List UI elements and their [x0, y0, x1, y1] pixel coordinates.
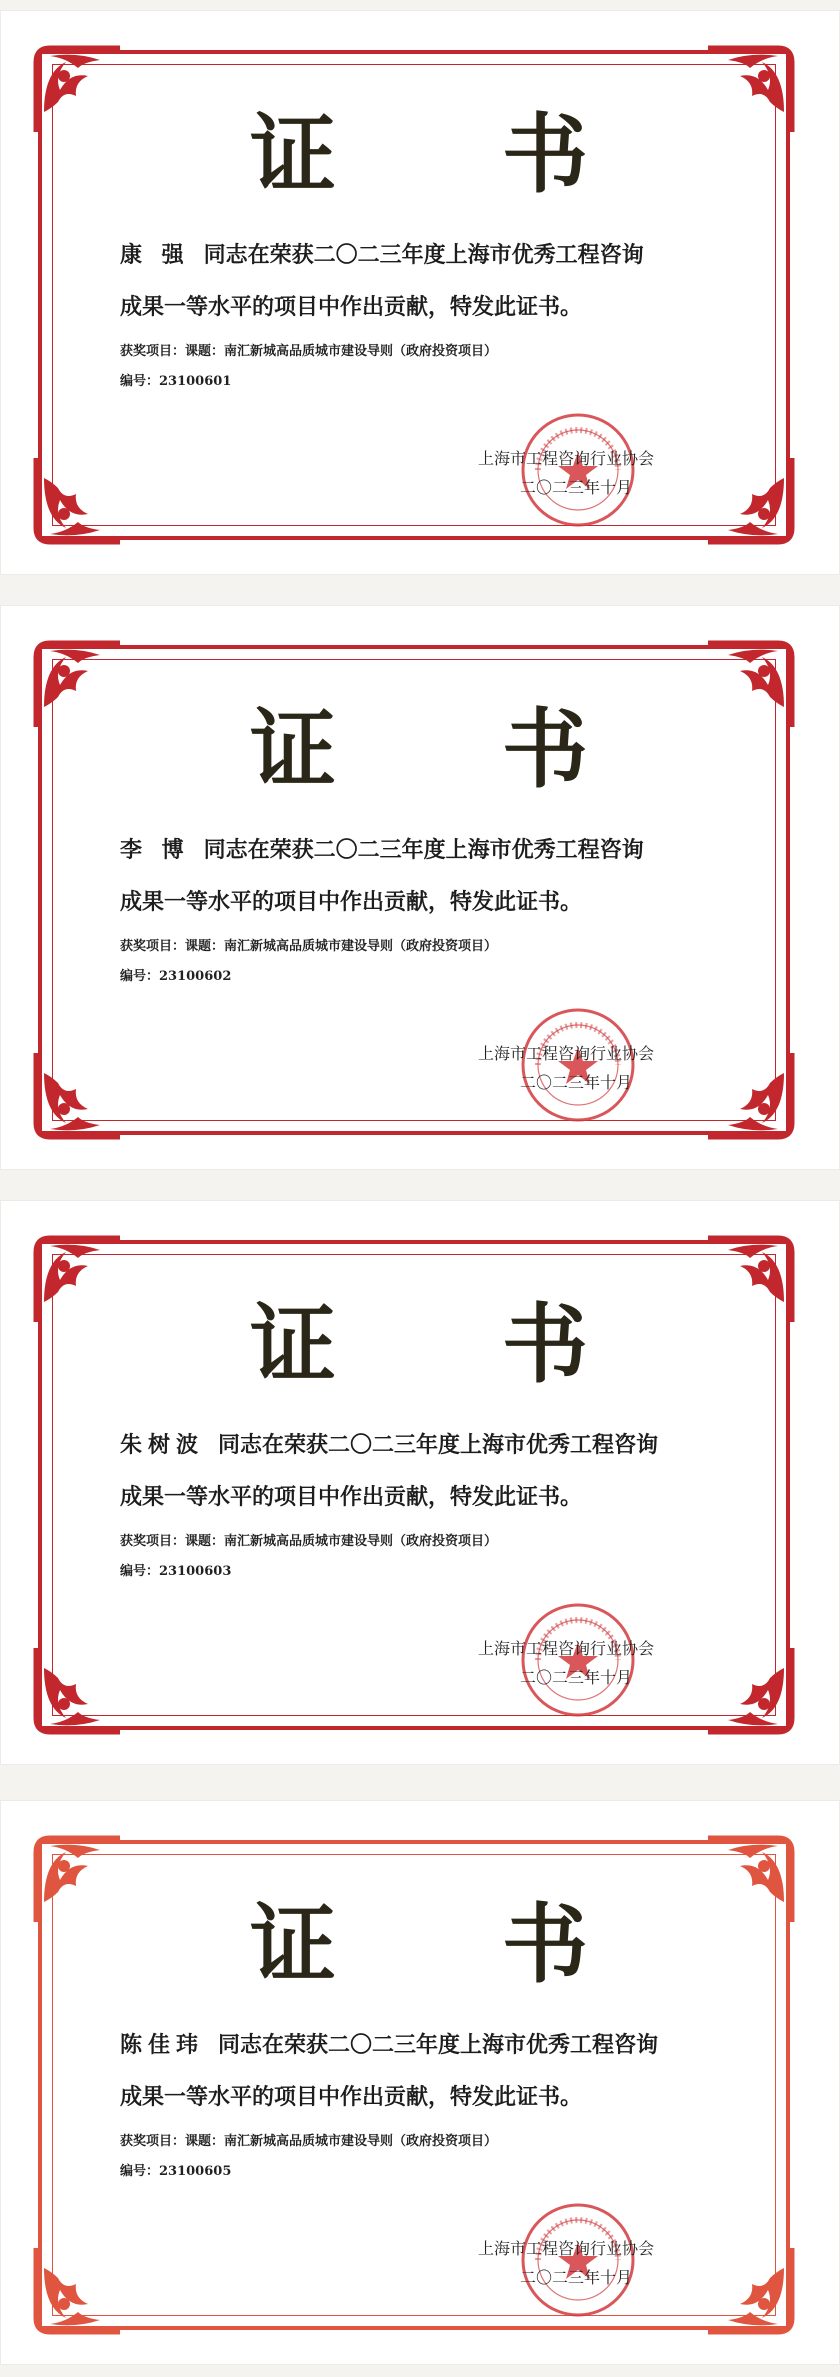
corner-ornament-icon — [702, 452, 798, 548]
title-char: 证 — [250, 1294, 338, 1395]
title-char: 书 — [502, 1894, 590, 1995]
recipient-name: 李 博 — [120, 837, 190, 863]
certificate-title — [250, 1890, 590, 2000]
title-char: 书 — [502, 1294, 590, 1395]
award-project: 获奖项目：课题：南汇新城高品质城市建设导则（政府投资项目） — [120, 1534, 498, 1549]
corner-ornament-icon — [702, 42, 798, 138]
statement-text: 同志在荣获二〇二三年度上海市优秀工程咨询 — [203, 242, 644, 268]
corner-ornament-icon — [702, 637, 798, 733]
issuing-organization: 上海市工程咨询行业协会 — [478, 2239, 655, 2258]
certificate-title — [250, 100, 590, 210]
award-project: 获奖项目：课题：南汇新城高品质城市建设导则（政府投资项目） — [120, 939, 498, 954]
recipient-name: 朱树波 — [120, 1432, 205, 1458]
corner-ornament-icon — [702, 2242, 798, 2338]
corner-ornament-icon — [702, 1832, 798, 1928]
award-statement-line-1 — [120, 833, 760, 864]
award-statement-line-2: 成果一等水平的项目中作出贡献，特发此证书。 — [120, 294, 583, 320]
corner-ornament-icon — [30, 1047, 126, 1143]
title-char: 证 — [250, 104, 338, 205]
certificate-number: 编号：23100602 — [120, 969, 232, 984]
corner-ornament-icon — [702, 1232, 798, 1328]
certificate-4 — [0, 1800, 840, 2365]
corner-ornament-icon — [30, 2242, 126, 2338]
title-char: 书 — [502, 104, 590, 205]
association-seal-icon — [518, 410, 638, 530]
title-char: 证 — [250, 1894, 338, 1995]
award-statement-line-1 — [120, 1428, 760, 1459]
title-char: 证 — [250, 699, 338, 800]
certificate-number: 编号：23100601 — [120, 374, 232, 389]
statement-text: 同志在荣获二〇二三年度上海市优秀工程咨询 — [203, 837, 644, 863]
corner-ornament-icon — [30, 637, 126, 733]
association-seal-icon — [518, 1005, 638, 1125]
issuing-organization: 上海市工程咨询行业协会 — [478, 1044, 655, 1063]
award-statement-line-1 — [120, 238, 760, 269]
association-seal-icon — [518, 2200, 638, 2320]
award-project: 获奖项目：课题：南汇新城高品质城市建设导则（政府投资项目） — [120, 2134, 498, 2149]
issuing-organization: 上海市工程咨询行业协会 — [478, 1639, 655, 1658]
certificate-title — [250, 1290, 590, 1400]
corner-ornament-icon — [30, 42, 126, 138]
award-statement-line-1 — [120, 2028, 760, 2059]
corner-ornament-icon — [702, 1642, 798, 1738]
issue-date: 二〇二三年十月 — [520, 478, 633, 497]
issuing-organization: 上海市工程咨询行业协会 — [478, 449, 655, 468]
corner-ornament-icon — [30, 1642, 126, 1738]
certificate-number: 编号：23100603 — [120, 1564, 232, 1579]
certificate-title — [250, 695, 590, 805]
corner-ornament-icon — [702, 1047, 798, 1143]
association-seal-icon — [518, 1600, 638, 1720]
certificate-2 — [0, 605, 840, 1170]
recipient-name: 康 强 — [120, 242, 190, 268]
certificate-3 — [0, 1200, 840, 1765]
award-statement-line-2: 成果一等水平的项目中作出贡献，特发此证书。 — [120, 2084, 583, 2110]
title-char: 书 — [502, 699, 590, 800]
corner-ornament-icon — [30, 1832, 126, 1928]
certificate-1 — [0, 10, 840, 575]
issue-date: 二〇二三年十月 — [520, 1668, 633, 1687]
issue-date: 二〇二三年十月 — [520, 1073, 633, 1092]
award-statement-line-2: 成果一等水平的项目中作出贡献，特发此证书。 — [120, 889, 583, 915]
award-project: 获奖项目：课题：南汇新城高品质城市建设导则（政府投资项目） — [120, 344, 498, 359]
corner-ornament-icon — [30, 1232, 126, 1328]
award-statement-line-2: 成果一等水平的项目中作出贡献，特发此证书。 — [120, 1484, 583, 1510]
statement-text: 同志在荣获二〇二三年度上海市优秀工程咨询 — [218, 1432, 659, 1458]
issue-date: 二〇二三年十月 — [520, 2268, 633, 2287]
statement-text: 同志在荣获二〇二三年度上海市优秀工程咨询 — [218, 2032, 659, 2058]
recipient-name: 陈佳玮 — [120, 2032, 205, 2058]
certificate-number: 编号：23100605 — [120, 2164, 232, 2179]
corner-ornament-icon — [30, 452, 126, 548]
